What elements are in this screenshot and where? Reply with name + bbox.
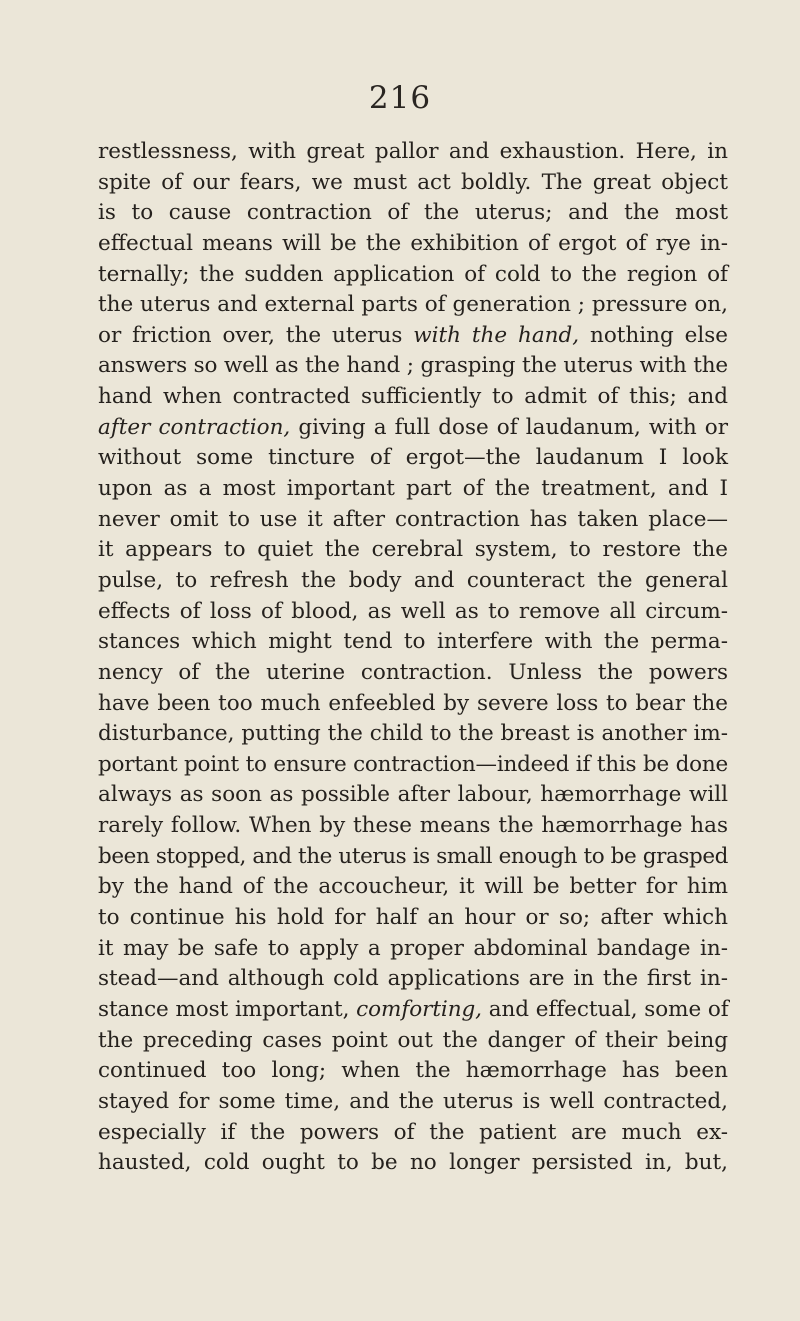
text-run: nency of the uterine contraction. Unless the powers xyxy=(98,659,728,685)
text-run: answers so well as the hand ; grasping the uterus with the xyxy=(98,353,728,379)
text-run: hausted, cold ought to be no longer persisted in, but, xyxy=(98,1150,728,1176)
text-line xyxy=(98,934,728,965)
text-line xyxy=(98,719,728,750)
text-line xyxy=(98,474,728,505)
text-line xyxy=(98,321,728,352)
text-line xyxy=(98,413,728,444)
text-run: is to cause contraction of the uterus; and the most xyxy=(98,200,728,226)
text-line xyxy=(98,872,728,903)
text-run: disturbance, putting the child to the breast is another im- xyxy=(98,721,728,747)
text-run: stayed for some time, and the uterus is well contracted, xyxy=(98,1088,728,1114)
text-run: to continue his hold for half an hour or so; after which xyxy=(98,905,728,931)
text-run: portant point to ensure contraction—indeed if this be done xyxy=(98,751,728,777)
text-run: never omit to use it after contraction has taken place— xyxy=(98,506,728,532)
italic-text: comforting, xyxy=(356,996,482,1022)
text-run: pulse, to refresh the body and counteract the general xyxy=(98,567,728,593)
text-run: nothing else xyxy=(579,322,728,348)
text-line xyxy=(98,689,728,720)
text-line xyxy=(98,1026,728,1057)
text-run: the uterus and external parts of generation ; pressure on, xyxy=(98,292,728,318)
text-run: continued too long; when the hæmorrhage has been xyxy=(98,1058,728,1084)
text-line xyxy=(98,505,728,536)
text-run: have been too much enfeebled by severe loss to bear the xyxy=(98,690,728,716)
text-line xyxy=(98,995,728,1026)
text-run: been stopped, and the uterus is small enough to be grasped xyxy=(98,843,728,869)
text-line xyxy=(98,1056,728,1087)
text-line xyxy=(98,811,728,842)
text-run: ternally; the sudden application of cold to the region of xyxy=(98,261,728,287)
text-line xyxy=(98,627,728,658)
text-line xyxy=(98,168,728,199)
text-run: by the hand of the accoucheur, it will be better for him xyxy=(98,874,728,900)
text-line xyxy=(98,198,728,229)
text-line xyxy=(98,382,728,413)
body-text xyxy=(98,137,728,1179)
text-run: it may be safe to apply a proper abdominal bandage in- xyxy=(98,935,728,961)
text-line xyxy=(98,658,728,689)
text-line xyxy=(98,1087,728,1118)
text-run: giving a full dose of laudanum, with or xyxy=(290,414,728,440)
text-line xyxy=(98,566,728,597)
text-line xyxy=(98,842,728,873)
text-run: upon as a most important part of the treatment, and I xyxy=(98,476,728,502)
text-run: effects of loss of blood, as well as to remove all circum- xyxy=(98,598,728,624)
text-line xyxy=(98,1118,728,1149)
text-run: stead—and although cold applications are in the first in- xyxy=(98,966,728,992)
text-run: and effectual, some of xyxy=(481,996,729,1022)
text-run: always as soon as possible after labour, hæmorrhage will xyxy=(98,782,728,808)
text-run: effectual means will be the exhibition of ergot of rye in- xyxy=(98,230,728,256)
text-run: the preceding cases point out the danger of their being xyxy=(98,1027,728,1053)
text-line xyxy=(98,964,728,995)
text-run: rarely follow. When by these means the hæmorrhage has xyxy=(98,813,728,839)
text-run: restlessness, with great pallor and exhaustion. Here, in xyxy=(98,139,728,164)
text-run: without some tincture of ergot—the laudanum I look xyxy=(98,445,728,471)
text-run: stances which might tend to interfere with the perma- xyxy=(98,629,728,655)
text-line xyxy=(98,903,728,934)
text-line xyxy=(98,443,728,474)
text-run: especially if the powers of the patient are much ex- xyxy=(98,1119,728,1145)
text-line xyxy=(98,597,728,628)
text-run: spite of our fears, we must act boldly. The great object xyxy=(98,169,728,195)
text-run: it appears to quiet the cerebral system, to restore the xyxy=(98,537,728,563)
text-line xyxy=(98,780,728,811)
text-run: or friction over, the uterus xyxy=(98,322,414,348)
text-line xyxy=(98,1148,728,1179)
text-run: hand when contracted sufficiently to admit of this; and xyxy=(98,384,728,410)
text-line xyxy=(98,229,728,260)
italic-text: after contraction, xyxy=(98,414,291,440)
text-line xyxy=(98,137,728,168)
italic-text: with the hand, xyxy=(413,322,580,348)
text-line xyxy=(98,351,728,382)
page-number: 216 xyxy=(368,80,432,116)
text-run: stance most important, xyxy=(98,996,357,1022)
text-line xyxy=(98,535,728,566)
text-line xyxy=(98,750,728,781)
text-line xyxy=(98,260,728,291)
text-line xyxy=(98,290,728,321)
